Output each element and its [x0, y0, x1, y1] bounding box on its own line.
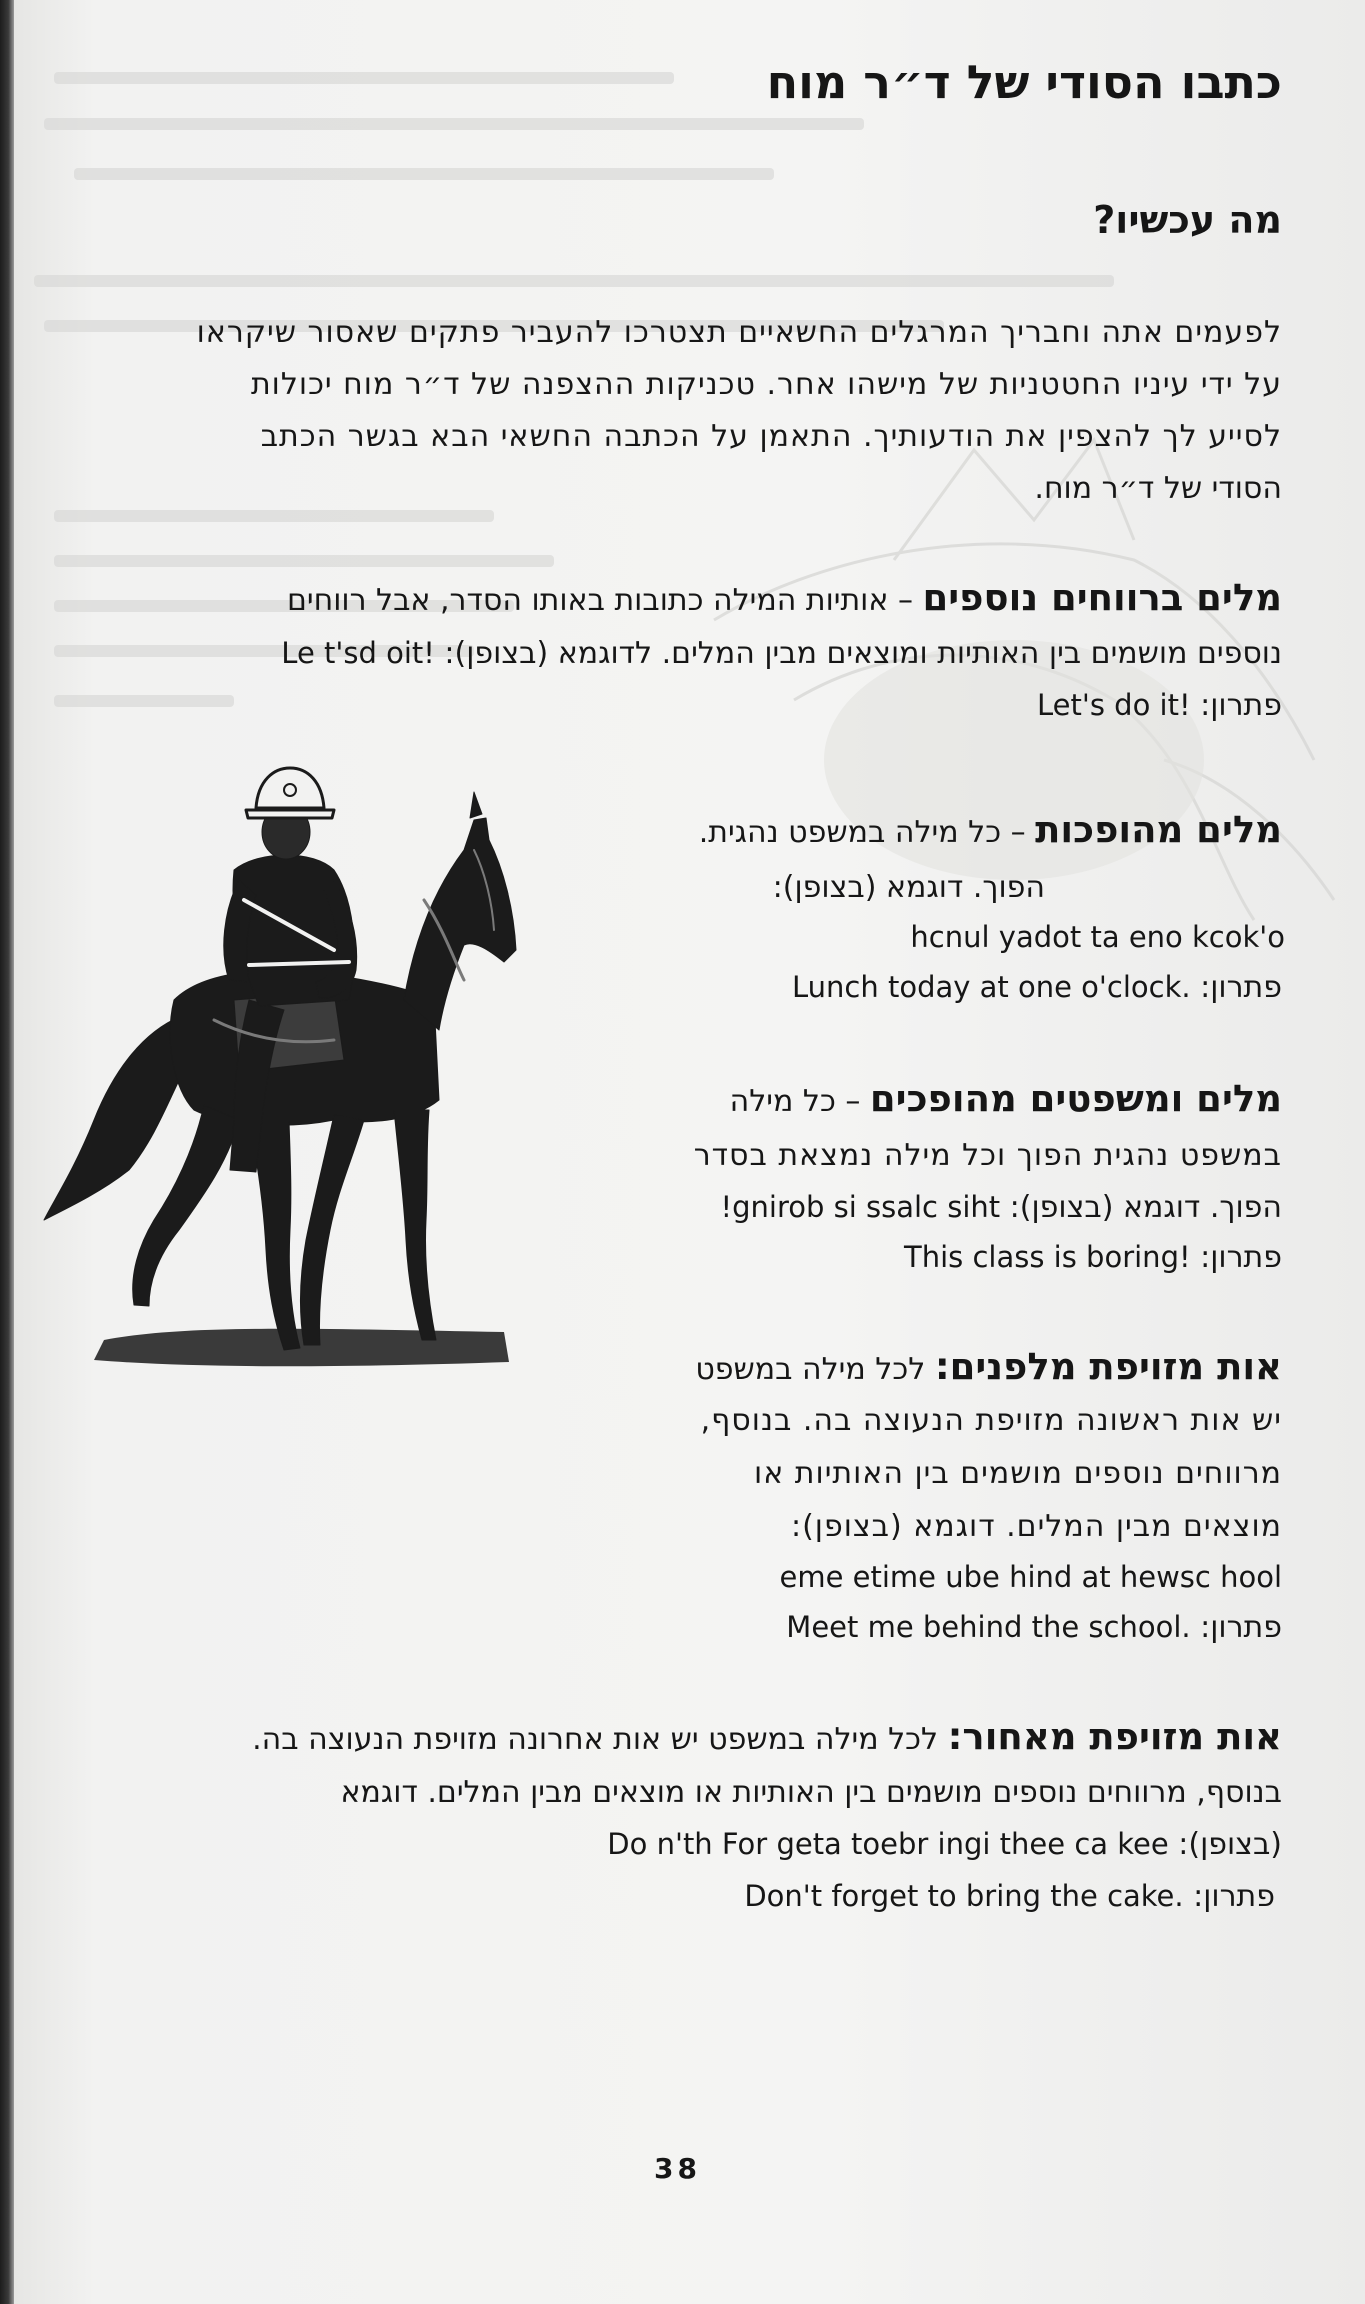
solution-line — [744, 1879, 1275, 1914]
section-heading-line — [695, 1345, 1282, 1388]
section-text: לכל מילה במשפט יש אות אחרונה מזויפת הנעוצה בה. — [252, 1722, 948, 1757]
solution-label: פתרון: — [1190, 688, 1282, 723]
section-text: לכל מילה במשפט — [695, 1352, 935, 1387]
section-line: במשפט נהגית הפוך וכל מילה נמצאת בסדר — [693, 1138, 1282, 1173]
solution-text: Lunch today at one o'clock. — [792, 970, 1191, 1004]
cipher-example: hcnul yadot ta eno kcok'o — [910, 920, 1285, 954]
intro-line: על ידי עיניו החטטניות של מישהו אחר. טכניקות ההצפנה של ד״ר מוח יכולות — [250, 367, 1282, 402]
section-heading: אות מזויפת מלפנים: — [934, 1345, 1282, 1388]
section-heading-line — [730, 1077, 1282, 1120]
section-heading-line — [287, 576, 1282, 619]
section-text: (בצופן): — [1168, 1827, 1282, 1862]
book-page — [14, 0, 1365, 2304]
solution-text: Let's do it! — [1037, 688, 1191, 722]
page-number: 38 — [654, 2152, 701, 2185]
section-text: – כל מילה במשפט נהגית. — [698, 815, 1036, 850]
section-subtitle: מה עכשיו? — [1093, 198, 1282, 242]
solution-label: פתרון: — [1190, 1240, 1282, 1275]
book-spine-shadow — [0, 0, 14, 2304]
cipher-example: Le t'sd oit! — [281, 636, 435, 670]
section-line — [607, 1827, 1282, 1862]
solution-line — [1037, 688, 1282, 723]
solution-text: This class is boring! — [903, 1240, 1191, 1274]
cipher-example-line — [779, 1560, 1282, 1595]
section-line: יש אות ראשונה מזויפת הנעוצה בה. בנוסף, — [700, 1403, 1282, 1438]
intro-line: לסייע לך להצפין את הודעותיך. התאמן על הכתבה החשאי הבא בגשר הכתב — [260, 419, 1282, 454]
solution-line — [792, 970, 1282, 1005]
intro-line: הסודי של ד״ר מוח. — [1034, 471, 1282, 506]
solution-text: Don't forget to bring the cake. — [744, 1879, 1184, 1913]
solution-text: Meet me behind the school. — [786, 1610, 1191, 1644]
intro-line: לפעמים אתה וחבריך המרגלים החשאיים תצטרכו להעביר פתקים שאסור שיקראו — [196, 315, 1282, 350]
cipher-example-line — [910, 920, 1285, 955]
section-text: הפוך. דוגמא (בצופן): — [1000, 1190, 1282, 1225]
section-text: נוספים מושמים בין האותיות ומוצאים מבין המלים. לדוגמא (בצופן): — [434, 636, 1282, 671]
page-title: כתבו הסודי של ד״ר מוח — [766, 55, 1282, 109]
solution-label: פתרון: — [1190, 1610, 1282, 1645]
section-heading: אות מזויפת מאחור: — [947, 1715, 1282, 1758]
section-line — [281, 636, 1282, 671]
section-line: הפוך. דוגמא (בצופן): — [772, 870, 1045, 905]
section-line: בנוסף, מרווחים נוספים מושמים בין האותיות או מוצאים מבין המלים. דוגמא — [340, 1775, 1282, 1810]
solution-line — [786, 1610, 1282, 1645]
section-line — [721, 1190, 1283, 1225]
section-heading-line — [252, 1715, 1282, 1758]
solution-label: פתרון: — [1183, 1879, 1275, 1914]
cipher-example: Do n'th For geta toebr ingi thee ca kee — [607, 1827, 1169, 1861]
section-text: – אותיות המילה כתובות באותו הסדר, אבל רווחים — [287, 583, 923, 618]
section-text: – כל מילה — [729, 1084, 870, 1119]
section-line: מרווחים נוספים מושמים בין האותיות או — [754, 1456, 1282, 1491]
cipher-example: !gnirob si ssalc siht — [720, 1190, 1001, 1224]
solution-line — [904, 1240, 1282, 1275]
solution-label: פתרון: — [1190, 970, 1282, 1005]
section-heading: מלים ברווחים נוספים — [922, 576, 1282, 619]
section-heading: מלים מהופכות — [1035, 808, 1282, 851]
horseman-illustration — [34, 700, 524, 1390]
section-heading-line — [699, 808, 1282, 851]
section-heading: מלים ומשפטים מהופכים — [869, 1077, 1282, 1120]
section-line: מוצאים מבין המלים. דוגמא (בצופן): — [790, 1509, 1282, 1544]
cipher-example: eme etime ube hind at hewsc hool — [779, 1560, 1282, 1594]
